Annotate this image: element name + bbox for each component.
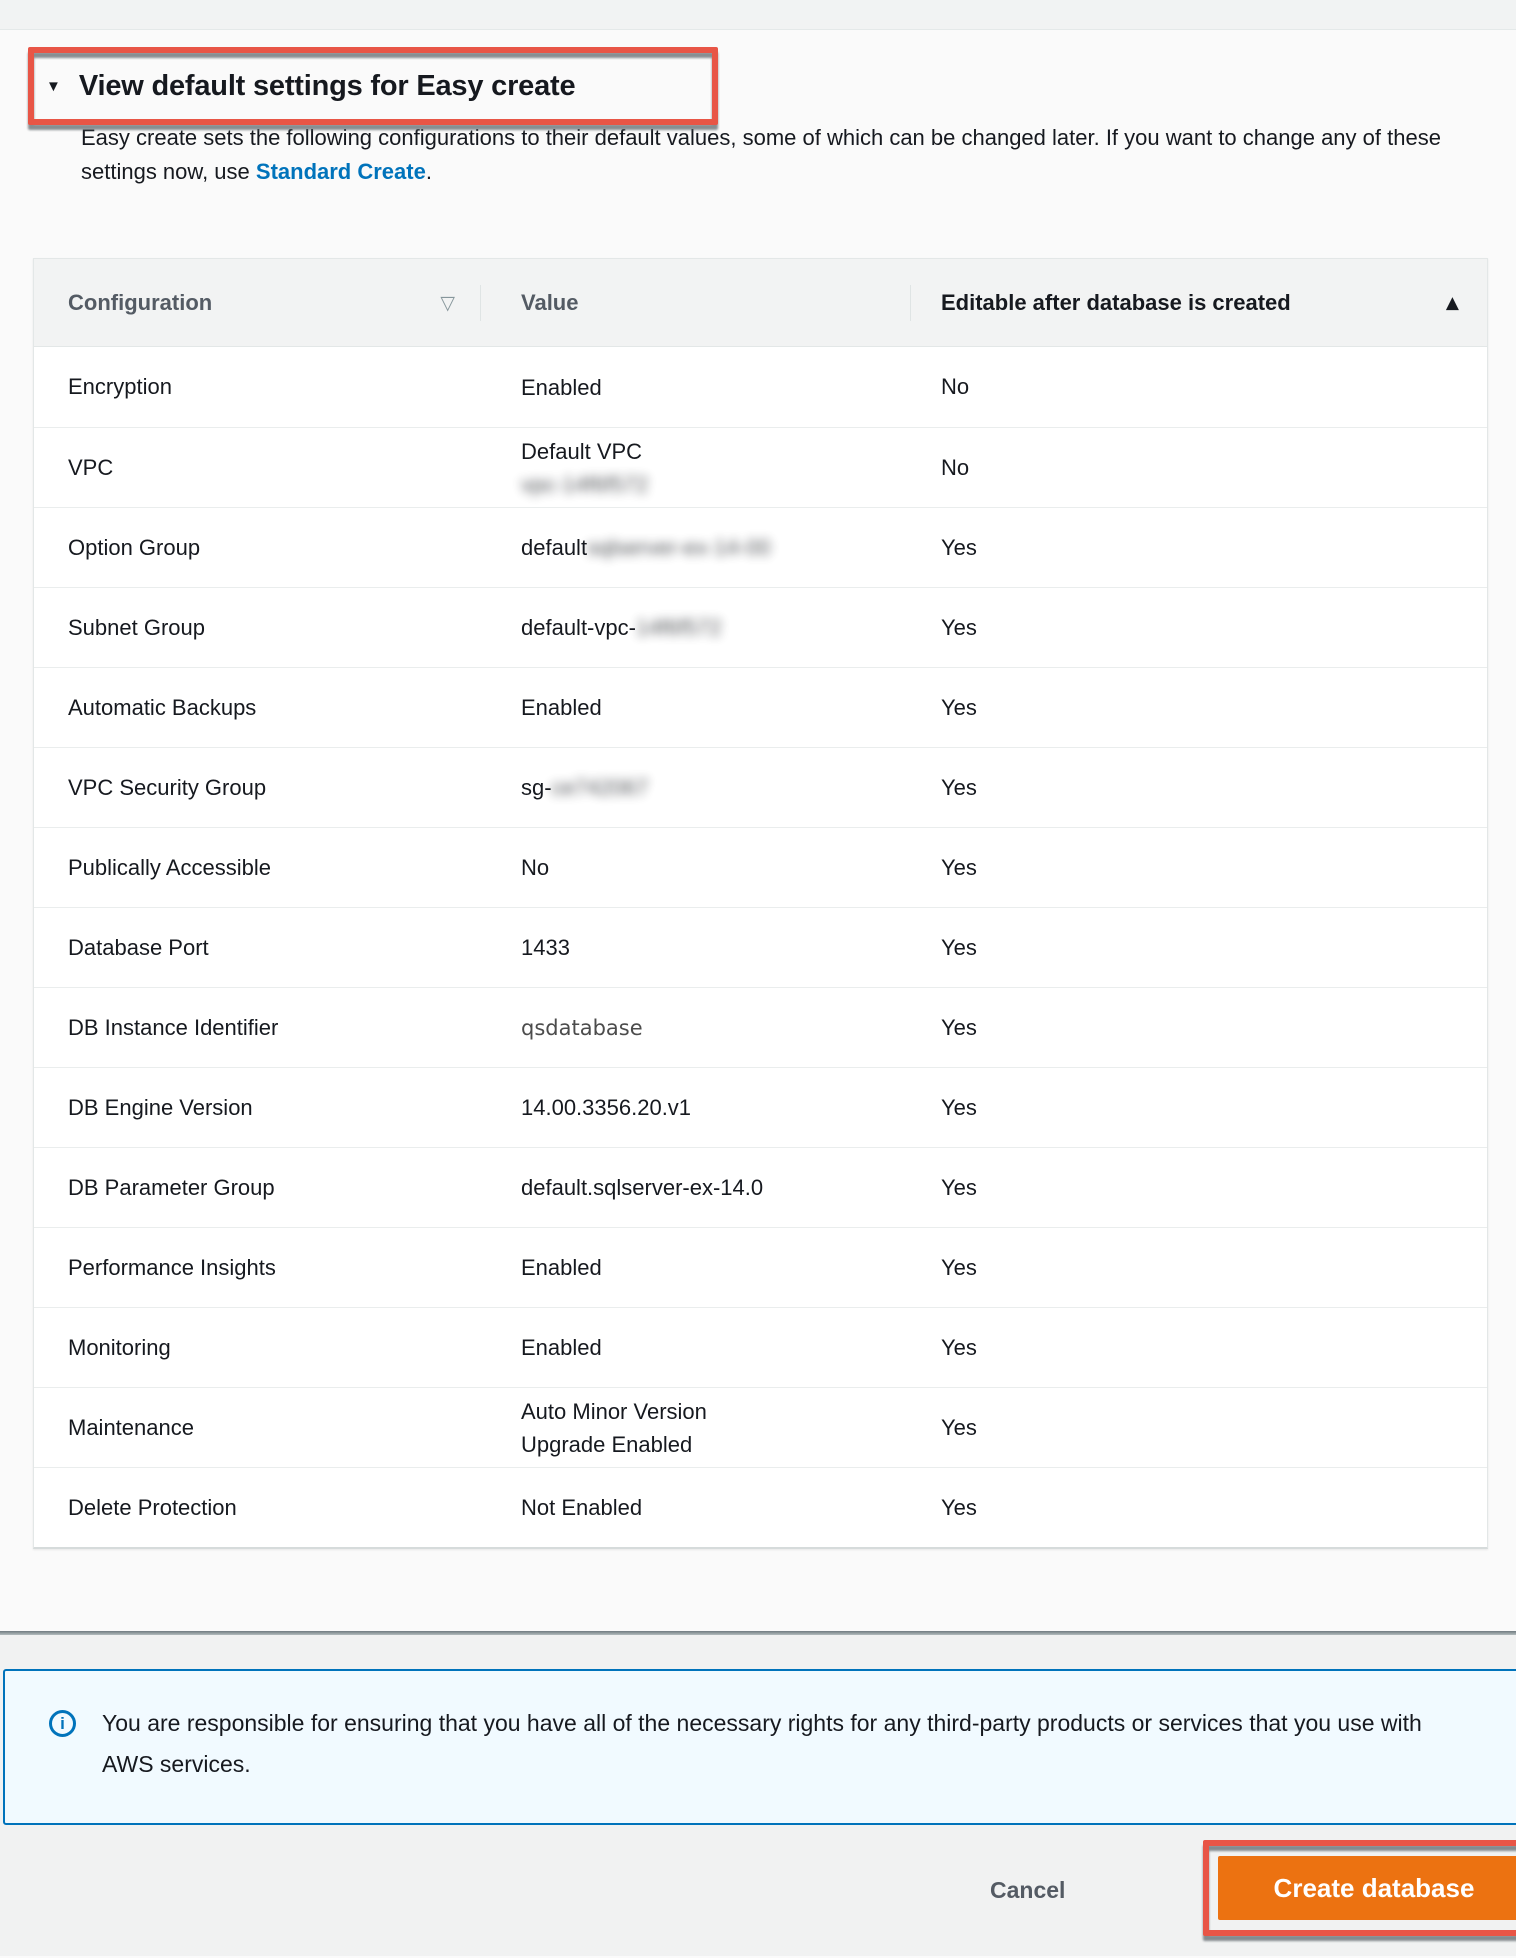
editable-cell: Yes — [941, 694, 977, 720]
editable-cell: Yes — [941, 854, 977, 880]
value-cell: Enabled — [521, 374, 602, 400]
table-row — [34, 1387, 1487, 1467]
editable-cell: Yes — [941, 614, 977, 640]
value-cell: defaultsqlserver-ex-14-00 — [521, 535, 771, 560]
editable-cell: Yes — [941, 1414, 977, 1440]
table-row — [34, 747, 1487, 827]
editable-cell: Yes — [941, 1334, 977, 1360]
standard-create-link[interactable]: Standard Create — [255, 159, 426, 184]
editable-cell: No — [941, 454, 970, 480]
table-row — [34, 987, 1487, 1067]
value-cell: default-vpc-14f6f572 — [521, 615, 722, 640]
section-description — [81, 121, 1461, 189]
table-row — [34, 667, 1487, 747]
value-cell: Enabled — [521, 1255, 602, 1280]
value-cell: Enabled — [521, 695, 602, 720]
sort-descending-outline-icon: ▽ — [440, 291, 455, 314]
table-row — [34, 347, 1487, 427]
table-row — [34, 507, 1487, 587]
config-cell: VPC — [68, 454, 114, 480]
create-database-button[interactable]: Create database — [1218, 1856, 1516, 1920]
editable-cell: Yes — [941, 534, 977, 560]
value-cell: default.sqlserver-ex-14.0 — [521, 1175, 764, 1200]
editable-cell: Yes — [941, 1094, 977, 1120]
info-banner-text: You are responsible for ensuring that you have all of the necessary rights for any third-party products or services that you use with AWS services. — [102, 1710, 1422, 1777]
redacted-value: sqlserver-ex-14-00 — [587, 535, 771, 560]
config-cell: Subnet Group — [68, 614, 205, 640]
config-cell: Encryption — [68, 374, 172, 399]
editable-cell: Yes — [941, 1174, 977, 1200]
table-row — [34, 1147, 1487, 1227]
editable-cell: No — [941, 374, 970, 399]
config-cell: Monitoring — [68, 1334, 171, 1360]
value-cell: 1433 — [521, 935, 570, 960]
value-cell: 14.00.3356.20.v1 — [521, 1095, 692, 1120]
table-header-row — [34, 259, 1487, 347]
section-header-easy-create-settings[interactable] — [46, 64, 575, 108]
value-cell: No — [521, 855, 550, 880]
config-cell: Option Group — [68, 534, 201, 560]
editable-cell: Yes — [941, 1254, 977, 1280]
column-header-editable[interactable] — [911, 259, 1487, 346]
table-row — [34, 587, 1487, 667]
info-banner — [3, 1669, 1516, 1825]
table-row — [34, 827, 1487, 907]
editable-cell: Yes — [941, 774, 977, 800]
page-title: View default settings for Easy create — [78, 69, 576, 102]
table-row — [34, 907, 1487, 987]
info-icon: i — [49, 1710, 76, 1737]
value-cell: qsdatabase — [521, 1015, 643, 1040]
config-cell: DB Instance Identifier — [68, 1014, 279, 1040]
redacted-value: 14f6f572 — [635, 615, 722, 640]
config-cell: Database Port — [68, 934, 209, 960]
value-cell: sg-ce742067 — [521, 775, 649, 800]
table-row — [34, 1227, 1487, 1307]
column-header-configuration[interactable] — [34, 259, 481, 346]
config-cell: DB Parameter Group — [68, 1174, 275, 1200]
column-label: Value — [521, 289, 579, 315]
column-label: Configuration — [68, 289, 213, 315]
table-body — [34, 347, 1487, 1547]
cancel-button[interactable]: Cancel — [990, 1873, 1065, 1907]
config-cell: Delete Protection — [68, 1494, 237, 1520]
redacted-value: ce742067 — [551, 775, 649, 800]
triangle-down-icon: ▼ — [46, 77, 61, 95]
editable-cell: Yes — [941, 934, 977, 960]
top-strip — [0, 0, 1516, 30]
config-cell: VPC Security Group — [68, 774, 267, 800]
column-label: Editable after database is created — [941, 289, 1291, 315]
value-cell: Default VPC vpc-14f6f572 — [521, 438, 649, 497]
value-cell: Not Enabled — [521, 1495, 643, 1520]
config-cell: Publically Accessible — [68, 854, 271, 880]
redacted-value: vpc-14f6f572 — [521, 471, 649, 497]
editable-cell: Yes — [941, 1494, 977, 1520]
main-content — [0, 30, 1516, 1631]
sort-ascending-filled-icon: ▲ — [1445, 292, 1459, 313]
editable-cell: Yes — [941, 1014, 977, 1040]
description-text-after: . — [425, 159, 432, 184]
config-cell: Automatic Backups — [68, 694, 257, 720]
footer — [0, 1635, 1516, 1956]
config-cell: Maintenance — [68, 1414, 194, 1440]
column-header-value — [481, 259, 911, 346]
config-cell: Performance Insights — [68, 1254, 276, 1280]
table-row — [34, 1307, 1487, 1387]
table-row — [34, 1067, 1487, 1147]
table-row — [34, 1467, 1487, 1547]
value-cell: Enabled — [521, 1335, 602, 1360]
value-cell: Auto Minor Version Upgrade Enabled — [521, 1398, 707, 1457]
default-settings-table — [33, 258, 1488, 1549]
config-cell: DB Engine Version — [68, 1094, 253, 1120]
table-row — [34, 427, 1487, 507]
description-text-before: Easy create sets the following configurations to their default values, some of which can be changed later. If you want to change any of these settings now, use — [81, 125, 1441, 184]
